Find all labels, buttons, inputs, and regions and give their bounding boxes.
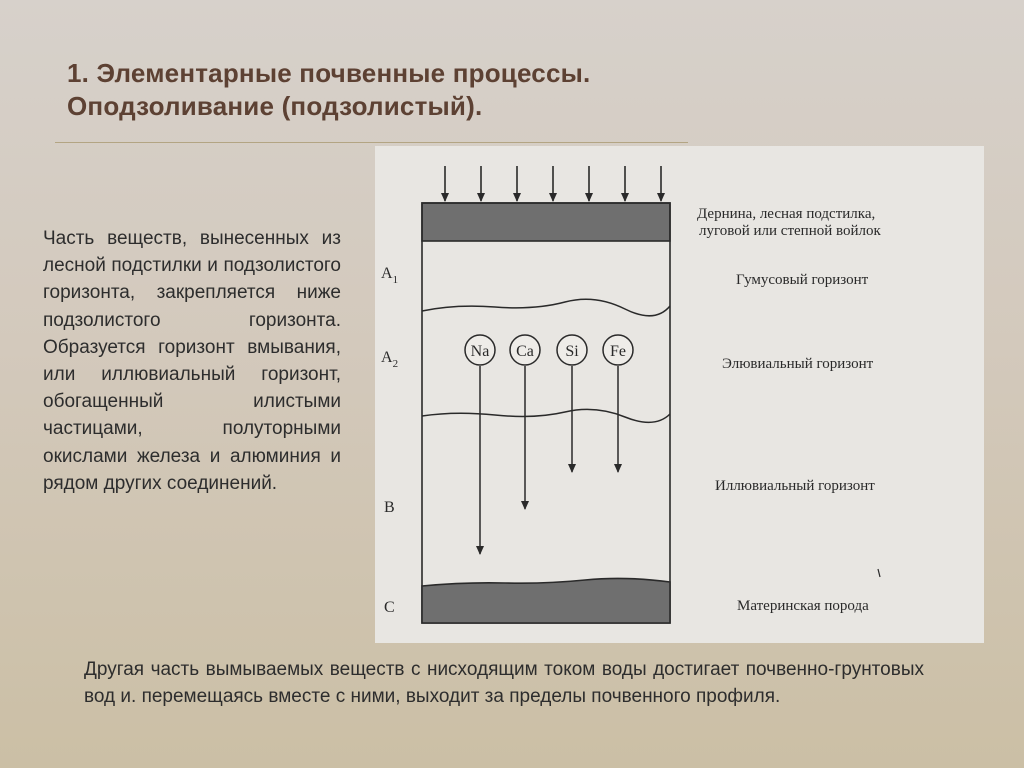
- horizon-b-label: B: [384, 499, 395, 516]
- element-circles: [465, 335, 633, 365]
- sod-layer: [422, 203, 670, 241]
- ca-label: Ca: [516, 343, 534, 360]
- horizon-a1-label: [381, 265, 398, 286]
- horizon-boundary-a2: [422, 409, 670, 422]
- horizon-a2-label: [381, 349, 398, 370]
- parent-rock-layer: [422, 578, 670, 623]
- eluvial-label: Элювиальный горизонт: [722, 356, 874, 372]
- na-label: Na: [470, 343, 490, 360]
- slide-title-line2: Оподзоливание (подзолистый).: [67, 91, 483, 121]
- slide-title: [67, 57, 787, 123]
- sod-label-line2: луговой или степной войлок: [699, 223, 881, 239]
- scan-mark: [878, 569, 880, 577]
- horizon-c-label: C: [384, 599, 395, 616]
- horizon-a1-subscript: 1: [392, 274, 399, 286]
- fe-label: Fe: [610, 343, 626, 360]
- soil-profile-diagram: [375, 146, 984, 643]
- slide-title-line1: 1. Элементарные почвенные процессы.: [67, 58, 591, 88]
- horizon-a2-subscript: 2: [392, 358, 399, 370]
- left-paragraph: Часть веществ, вынесенных из лесной подстилки и подзолистого горизонта, закрепляется ниже подзолистого горизонта. Образуется горизонт вмывания, или иллювиальный горизонт, обогащенный илистыми частицами, полуторными окислами железа и алюминия и рядом других соединений.: [43, 228, 341, 494]
- illuvial-label: Иллювиальный горизонт: [715, 478, 875, 494]
- downward-water-arrows: [445, 166, 661, 201]
- si-label: Si: [565, 343, 579, 360]
- horizon-boundary-a1: [422, 299, 670, 316]
- humus-label: Гумусовый горизонт: [736, 272, 869, 288]
- sod-label-line1: Дернина, лесная подстилка,: [697, 206, 876, 222]
- bottom-paragraph: Другая часть вымываемых веществ с нисходящим током воды достигает почвенно-грунтовых вод и. перемещаясь вместе с ними, выходит за пределы почвенного профиля.: [84, 659, 924, 707]
- horizon-a1-letter: A: [381, 265, 393, 282]
- title-divider: [55, 142, 688, 143]
- horizon-a2-letter: A: [381, 349, 393, 366]
- parent-rock-label: Материнская порода: [737, 598, 869, 614]
- soil-profile-figure: [375, 146, 984, 643]
